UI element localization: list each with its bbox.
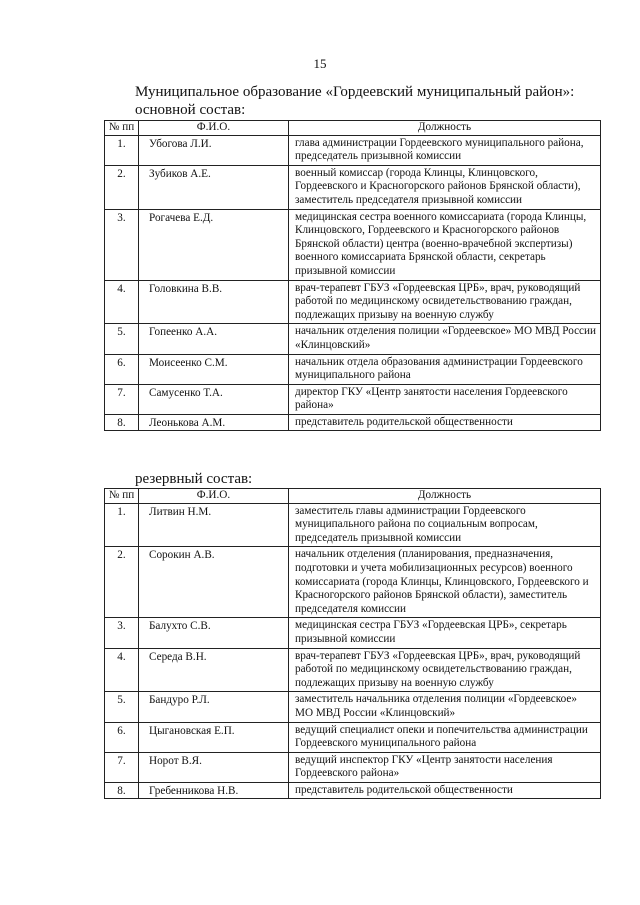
member-position: представитель родительской общественности [289, 414, 601, 431]
row-number: 6. [105, 354, 139, 384]
table-row [105, 324, 601, 354]
row-number: 8. [105, 414, 139, 431]
table-row [105, 692, 601, 722]
member-position: начальник отдела образования администрации Гордеевского муниципального района [289, 354, 601, 384]
row-number: 2. [105, 165, 139, 209]
member-name: Середа В.Н. [139, 648, 289, 692]
reserve-composition-table [104, 488, 601, 799]
table-row [105, 280, 601, 324]
reserve-composition-label: резервный состав: [135, 471, 253, 487]
member-name: Самусенко Т.А. [139, 384, 289, 414]
member-position: заместитель начальника отделения полиции «Гордеевское» МО МВД России «Клинцовский» [289, 692, 601, 722]
row-number: 4. [105, 648, 139, 692]
member-name: Леонькова А.М. [139, 414, 289, 431]
row-number: 1. [105, 135, 139, 165]
row-number: 3. [105, 618, 139, 648]
main-composition-table [104, 120, 601, 431]
row-number: 5. [105, 324, 139, 354]
column-header-name: Ф.И.О. [139, 489, 289, 504]
member-position: медицинская сестра ГБУЗ «Гордеевская ЦРБ», секретарь призывной комиссии [289, 618, 601, 648]
row-number: 8. [105, 782, 139, 799]
member-position: медицинская сестра военного комиссариата (города Клинцы, Клинцовского, Гордеевского и Красногорского районов Брянской области) центра (военно-врачебной экспертизы) военного комиссариата Брянской области, секретарь призывной комиссии [289, 209, 601, 280]
table-row [105, 209, 601, 280]
column-header-number: № пп [105, 489, 139, 504]
row-number: 4. [105, 280, 139, 324]
row-number: 7. [105, 384, 139, 414]
member-position: ведущий инспектор ГКУ «Центр занятости населения Гордеевского района» [289, 752, 601, 782]
member-name: Бандуро Р.Л. [139, 692, 289, 722]
table-row [105, 503, 601, 547]
row-number: 2. [105, 547, 139, 618]
table-row [105, 618, 601, 648]
member-position: врач-терапевт ГБУЗ «Гордеевская ЦРБ», врач, руководящий работой по медицинскому освидетельствованию граждан, подлежащих призыву на военную службу [289, 648, 601, 692]
column-header-name: Ф.И.О. [139, 121, 289, 136]
table-row [105, 135, 601, 165]
member-name: Норот В.Я. [139, 752, 289, 782]
member-name: Убогова Л.И. [139, 135, 289, 165]
table-row [105, 782, 601, 799]
main-composition-label: основной состав: [135, 102, 246, 118]
row-number: 6. [105, 722, 139, 752]
row-number: 3. [105, 209, 139, 280]
member-name: Цыгановская Е.П. [139, 722, 289, 752]
column-header-position: Должность [289, 489, 601, 504]
member-position: военный комиссар (города Клинцы, Клинцовского, Гордеевского и Красногорского районов Брянской области), заместитель председателя призывной комиссии [289, 165, 601, 209]
row-number: 7. [105, 752, 139, 782]
row-number: 1. [105, 503, 139, 547]
table-header-row [105, 121, 601, 136]
member-name: Зубиков А.Е. [139, 165, 289, 209]
member-name: Моисеенко С.М. [139, 354, 289, 384]
table-row [105, 354, 601, 384]
member-position: заместитель главы администрации Гордеевского муниципального района по социальным вопросам, председатель призывной комиссии [289, 503, 601, 547]
table-header-row [105, 489, 601, 504]
municipality-heading: Муниципальное образование «Гордеевский муниципальный район»: [135, 84, 575, 100]
table-row [105, 648, 601, 692]
member-name: Литвин Н.М. [139, 503, 289, 547]
member-position: директор ГКУ «Центр занятости населения Гордеевского района» [289, 384, 601, 414]
page-number: 15 [313, 56, 327, 71]
member-position: начальник отделения (планирования, предназначения, подготовки и учета мобилизационных ресурсов) военного комиссариата (города Клинцы, Клинцовского, Гордеевского и Красногорского районов Брянской области), заместитель председателя комиссии [289, 547, 601, 618]
member-name: Гребенникова Н.В. [139, 782, 289, 799]
member-name: Сорокин А.В. [139, 547, 289, 618]
table-row [105, 752, 601, 782]
row-number: 5. [105, 692, 139, 722]
column-header-position: Должность [289, 121, 601, 136]
column-header-number: № пп [105, 121, 139, 136]
member-position: ведущий специалист опеки и попечительства администрации Гордеевского муниципального района [289, 722, 601, 752]
member-name: Гопеенко А.А. [139, 324, 289, 354]
member-position: начальник отделения полиции «Гордеевское» МО МВД России «Клинцовский» [289, 324, 601, 354]
member-name: Балухто С.В. [139, 618, 289, 648]
member-position: представитель родительской общественности [289, 782, 601, 799]
member-position: врач-терапевт ГБУЗ «Гордеевская ЦРБ», врач, руководящий работой по медицинскому освидетельствованию граждан, подлежащих призыву на военную службу [289, 280, 601, 324]
member-name: Рогачева Е.Д. [139, 209, 289, 280]
table-row [105, 165, 601, 209]
table-row [105, 384, 601, 414]
table-row [105, 547, 601, 618]
table-row [105, 414, 601, 431]
table-row [105, 722, 601, 752]
member-position: глава администрации Гордеевского муниципального района, председатель призывной комиссии [289, 135, 601, 165]
member-name: Головкина В.В. [139, 280, 289, 324]
